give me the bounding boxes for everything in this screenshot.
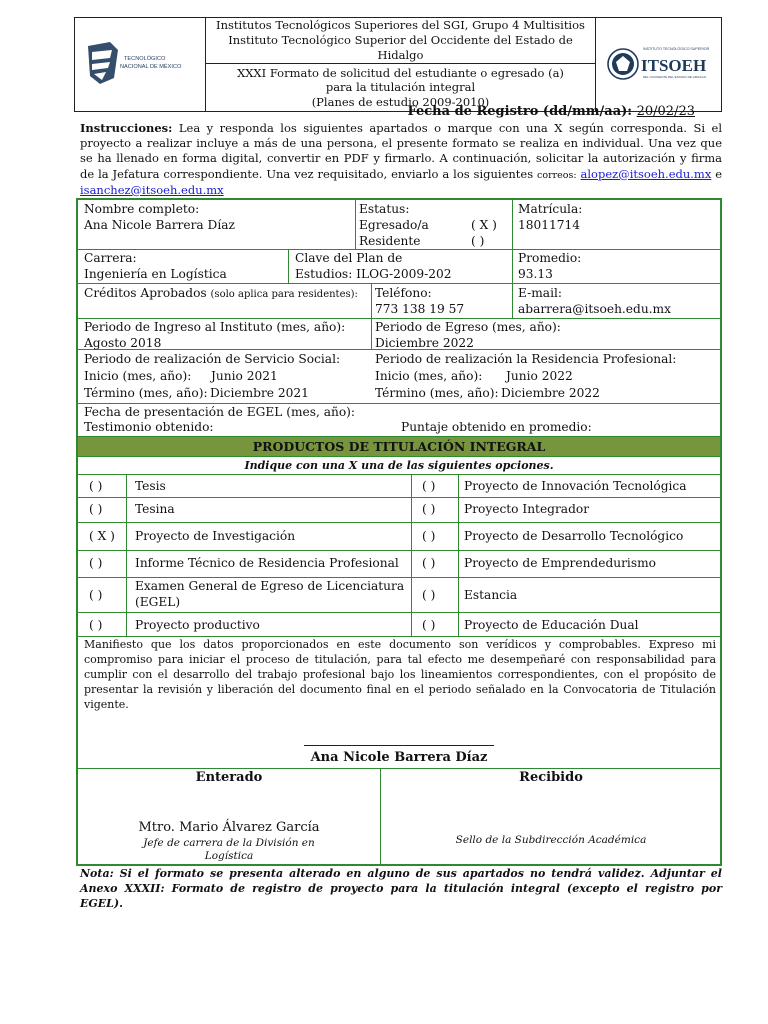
credits-label: [84, 285, 358, 303]
divider: [78, 768, 720, 769]
institution-title: [206, 18, 596, 64]
instructions-correos: correos:: [537, 169, 577, 181]
option-integrator-label: Proyecto Integrador: [464, 502, 590, 516]
name-label: Nombre completo:: [84, 202, 200, 216]
option-integrator-checkbox[interactable]: ( ): [422, 502, 436, 516]
divider: [78, 522, 720, 523]
instructions-and: e: [715, 166, 723, 181]
resident-label: Residente: [359, 234, 421, 248]
resident-checkbox[interactable]: ( ): [471, 234, 485, 248]
admission-period-value[interactable]: Agosto 2018: [84, 336, 162, 350]
footer-note: Nota: Si el formato se presenta alterado en alguno de sus apartados no tendrá validez. Adjuntar el Anexo XXXII: Formato de registro de proyecto para la titulación integral (excepto el registro por EGEL).: [80, 867, 722, 910]
option-techdev-checkbox[interactable]: ( ): [422, 529, 436, 543]
average-label: Promedio:: [518, 251, 582, 265]
graduate-label: Egresado/a: [359, 218, 429, 232]
divider: [371, 318, 372, 349]
graduation-period-label: Periodo de Egreso (mes, año):: [375, 320, 561, 334]
divider: [78, 474, 720, 475]
header-table: [74, 17, 722, 112]
residency-start-label: Inicio (mes, año):: [375, 369, 483, 383]
divider: [380, 768, 381, 866]
residency-start-value[interactable]: Junio 2022: [506, 369, 573, 383]
format-title-text: XXXI Formato de solicitud del estudiante o egresado (a) para la titulación integral: [237, 65, 564, 95]
instructions-text: Lea y responda los siguientes apartados o marque con una X según corresponda. Si el proyecto a realizar incluye a más de una persona, el presente formato se realiza en individual. Una vez que se ha llenado en forma digital, convertir en PDF y firmarlo. A continuación, solicitar la autorización y firma de la Jefatura correspondiente. Una vez requisitado, enviarlo a los siguientes: [80, 121, 723, 181]
option-report-checkbox[interactable]: ( ): [89, 556, 103, 570]
name-value[interactable]: Ana Nicole Barrera Díaz: [84, 218, 235, 232]
testimony-label: Testimonio obtenido:: [84, 420, 214, 434]
option-egel-checkbox[interactable]: ( ): [89, 588, 103, 602]
instructions-label: Instrucciones:: [80, 121, 173, 135]
residency-end-value[interactable]: Diciembre 2022: [501, 386, 600, 400]
id-value[interactable]: 18011714: [518, 218, 581, 232]
divider: [355, 200, 356, 249]
instructions: [80, 121, 722, 198]
option-report-label: Informe Técnico de Residencia Profesional: [135, 556, 399, 570]
divider: [78, 283, 720, 284]
career-label: Carrera:: [84, 251, 137, 265]
divider: [78, 550, 720, 551]
registration-date: [407, 104, 695, 119]
social-service-start-label: Inicio (mes, año):: [84, 369, 192, 383]
option-egel-label: Examen General de Egreso de Licenciatura (EGEL): [135, 579, 405, 609]
registration-date-value: 20/02/23: [636, 104, 695, 119]
products-subtitle: Indique con una X una de las siguientes opciones.: [244, 459, 554, 472]
option-entrepreneur-label: Proyecto de Emprendedurismo: [464, 556, 656, 570]
career-head-name: Mtro. Mario Álvarez García: [138, 820, 320, 835]
option-stay-checkbox[interactable]: ( ): [422, 588, 436, 602]
recibido-label: Recibido: [519, 770, 583, 785]
option-tesina-checkbox[interactable]: ( ): [89, 502, 103, 516]
itsoeh-logo: [596, 18, 722, 112]
plan-key-value[interactable]: Estudios: ILOG-2009-202: [295, 267, 452, 281]
plan-key-label: Clave del Plan de: [295, 251, 403, 265]
social-service-end-label: Término (mes, año):: [84, 386, 208, 400]
products-title: PRODUCTOS DE TITULACIÓN INTEGRAL: [78, 437, 720, 456]
svg-text:INSTITUTO TECNOLÓGICO SUPERIOR: INSTITUTO TECNOLÓGICO SUPERIOR: [642, 46, 709, 51]
credits-note: (solo aplica para residentes):: [210, 289, 358, 300]
phone-value[interactable]: 773 138 19 57: [375, 302, 465, 316]
email-label: E-mail:: [518, 286, 562, 300]
option-dual-label: Proyecto de Educación Dual: [464, 618, 639, 632]
itsoeh-emblem-icon: [603, 38, 715, 88]
average-value[interactable]: 93.13: [518, 267, 553, 281]
svg-text:TECNOLÓGICO: TECNOLÓGICO: [124, 55, 166, 62]
tecnm-logo: [75, 18, 206, 112]
divider: [512, 200, 513, 283]
divider: [78, 456, 720, 457]
tecnm-emblem-icon: [80, 38, 200, 88]
academic-stamp-label: Sello de la Subdirección Académica: [455, 834, 647, 846]
option-research-label: Proyecto de Investigación: [135, 529, 296, 543]
divider: [458, 474, 459, 636]
score-label: Puntaje obtenido en promedio:: [401, 420, 592, 434]
social-service-end-value[interactable]: Diciembre 2021: [210, 386, 309, 400]
career-value[interactable]: Ingeniería en Logística: [84, 267, 227, 281]
divider: [126, 474, 127, 636]
enterado-label: Enterado: [195, 770, 263, 785]
email-value[interactable]: abarrera@itsoeh.edu.mx: [518, 302, 671, 316]
svg-text:DEL OCCIDENTE DEL ESTADO DE HI: DEL OCCIDENTE DEL ESTADO DE HIDALGO: [642, 74, 706, 79]
divider: [411, 474, 412, 636]
student-signature-name: Ana Nicole Barrera Díaz: [310, 750, 488, 765]
registration-date-label: Fecha de Registro (dd/mm/aa):: [407, 104, 633, 119]
residency-end-label: Término (mes, año):: [375, 386, 499, 400]
credits-label-text: Créditos Aprobados: [84, 286, 207, 300]
request-form: [76, 198, 722, 866]
career-head-role: Jefe de carrera de la División en Logística: [143, 837, 315, 862]
option-productive-label: Proyecto productivo: [135, 618, 260, 632]
divider: [512, 283, 513, 318]
social-service-label: Periodo de realización de Servicio Social:: [84, 352, 341, 366]
option-stay-label: Estancia: [464, 588, 518, 602]
graduate-checkbox[interactable]: ( X ): [471, 218, 497, 232]
social-service-start-value[interactable]: Junio 2021: [211, 369, 278, 383]
id-label: Matrícula:: [518, 202, 583, 216]
option-entrepreneur-checkbox[interactable]: ( ): [422, 556, 436, 570]
institution-line-1: Institutos Tecnológicos Superiores del SGI, Grupo 4 Multisitios: [216, 18, 585, 32]
plans-text: (Planes de estudio 2009-2010): [311, 94, 490, 109]
divider: [78, 497, 720, 498]
option-dual-checkbox[interactable]: ( ): [422, 618, 436, 632]
residency-label: Periodo de realización la Residencia Profesional:: [375, 352, 677, 366]
option-thesis-checkbox[interactable]: ( ): [89, 479, 103, 493]
option-research-checkbox[interactable]: ( X ): [89, 529, 115, 543]
divider: [288, 249, 289, 283]
graduation-period-value[interactable]: Diciembre 2022: [375, 336, 474, 350]
institution-line-2: Instituto Tecnológico Superior del Occidente del Estado de Hidalgo: [228, 33, 573, 62]
divider: [78, 612, 720, 613]
option-thesis-label: Tesis: [135, 479, 166, 493]
email-link-2[interactable]: isanchez@itsoeh.edu.mx: [80, 182, 224, 197]
student-signature-line: [304, 745, 494, 746]
option-techdev-label: Proyecto de Desarrollo Tecnológico: [464, 529, 684, 543]
option-innovation-checkbox[interactable]: ( ): [422, 479, 436, 493]
admission-period-label: Periodo de Ingreso al Instituto (mes, año):: [84, 320, 346, 334]
phone-label: Teléfono:: [375, 286, 432, 300]
option-innovation-label: Proyecto de Innovación Tecnológica: [464, 479, 687, 493]
option-tesina-label: Tesina: [135, 502, 175, 516]
email-link-1[interactable]: alopez@itsoeh.edu.mx: [580, 166, 712, 181]
commitment-statement: Manifiesto que los datos proporcionados en este documento son verídicos y comprobables. Expreso mi compromiso para iniciar el proceso de titulación, para tal efecto me desempeñaré con responsabilidad para cumplir con el desarrollo del trabajo profesional bajo los lineamientos correspondientes, con el propósito de presentar la revisión y liberación del documento final en el periodo señalado en la Convocatoria de Titulación vigente.: [84, 638, 716, 711]
option-productive-checkbox[interactable]: ( ): [89, 618, 103, 632]
svg-text:NACIONAL DE MÉXICO: NACIONAL DE MÉXICO: [120, 63, 182, 70]
svg-text:ITSOEH: ITSOEH: [640, 55, 706, 75]
status-label: Estatus:: [359, 202, 410, 216]
egel-date-label: Fecha de presentación de EGEL (mes, año):: [84, 405, 356, 419]
